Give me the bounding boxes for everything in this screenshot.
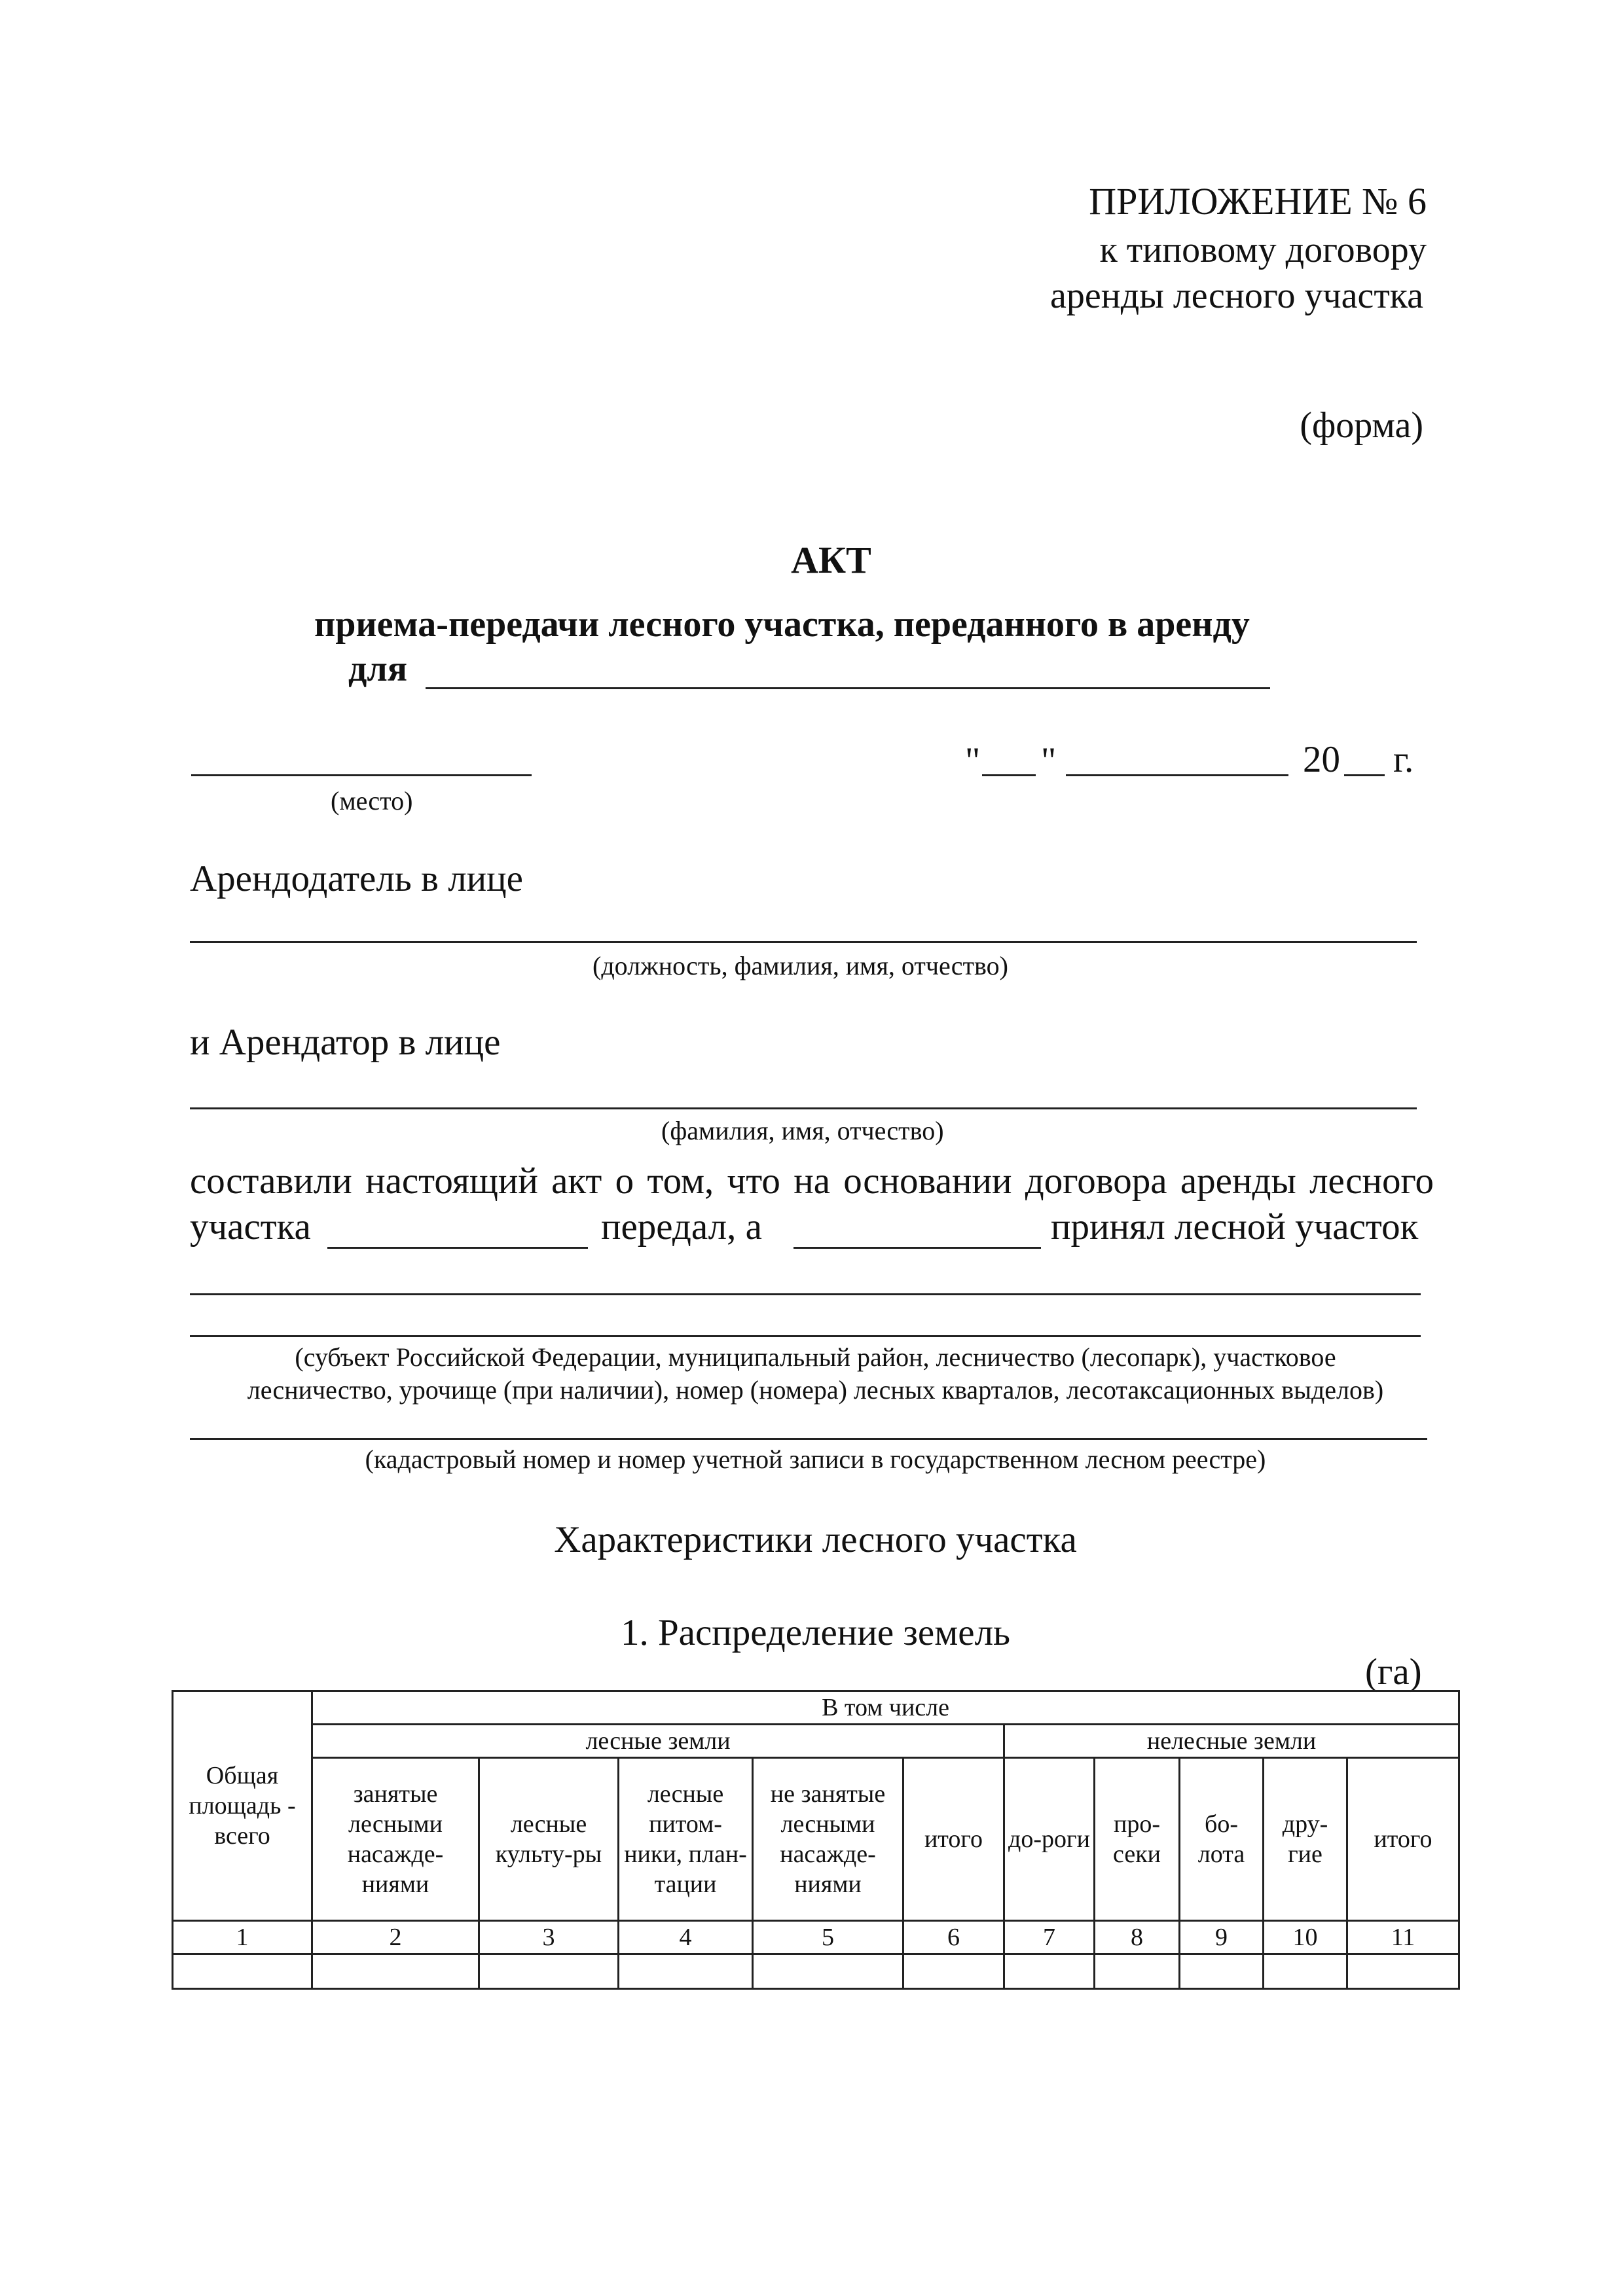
header-forest-nurseries: лесные питом-ники, план-тации — [619, 1758, 753, 1921]
data-cell[interactable] — [753, 1954, 903, 1989]
place-caption: (место) — [331, 786, 413, 816]
lessee-blank-line[interactable] — [190, 1107, 1417, 1109]
cadastral-blank-line[interactable] — [190, 1438, 1427, 1440]
column-number: 6 — [903, 1921, 1004, 1954]
data-cell[interactable] — [1095, 1954, 1180, 1989]
table-row — [173, 1921, 1459, 1954]
appendix-line-3: аренды лесного участка — [1050, 276, 1423, 316]
location-caption-line-2: лесничество, урочище (при наличии), номер (номера) лесных кварталов, лесотаксационных выделов) — [247, 1375, 1384, 1405]
header-clearings: про-секи — [1095, 1758, 1180, 1921]
date-year-suffix: г. — [1393, 739, 1414, 780]
location-blank-line-2[interactable] — [190, 1335, 1421, 1337]
column-number: 7 — [1004, 1921, 1095, 1954]
column-number: 4 — [619, 1921, 753, 1954]
data-cell[interactable] — [1004, 1954, 1095, 1989]
statement-line-1: составили настоящий акт о том, что на основании договора аренды лесного — [190, 1160, 1434, 1202]
date-year-blank[interactable] — [1344, 774, 1385, 776]
header-forest-total: итого — [903, 1758, 1004, 1921]
location-blank-line-1[interactable] — [190, 1293, 1421, 1295]
data-cell[interactable] — [1264, 1954, 1347, 1989]
location-caption-line-1: (субъект Российской Федерации, муниципальный район, лесничество (лесопарк), участковое — [295, 1342, 1336, 1372]
date-day-blank[interactable] — [982, 774, 1036, 776]
unit-label: (га) — [1365, 1651, 1422, 1693]
data-cell[interactable] — [479, 1954, 619, 1989]
lessee-caption: (фамилия, имя, отчество) — [661, 1116, 944, 1145]
for-label: для — [348, 649, 408, 689]
column-number: 9 — [1180, 1921, 1264, 1954]
header-occupied-by-plantations: занятые лесными насажде-ниями — [312, 1758, 479, 1921]
column-number: 1 — [173, 1921, 312, 1954]
header-not-occupied: не занятые лесными насажде-ниями — [753, 1758, 903, 1921]
for-blank-line[interactable] — [426, 687, 1270, 689]
data-cell[interactable] — [619, 1954, 753, 1989]
data-cell[interactable] — [312, 1954, 479, 1989]
header-nonforest-total: итого — [1347, 1758, 1459, 1921]
header-nonforest-lands: нелесные земли — [1004, 1725, 1459, 1758]
column-number: 3 — [479, 1921, 619, 1954]
table-row — [173, 1954, 1459, 1989]
lessor-blank-line[interactable] — [190, 941, 1417, 943]
document-title: АКТ — [791, 539, 871, 581]
statement-word-plot: участка — [190, 1206, 311, 1247]
date-year-prefix: 20 — [1303, 739, 1340, 780]
header-forest-lands: лесные земли — [312, 1725, 1004, 1758]
header-other: дру-гие — [1264, 1758, 1347, 1921]
form-note: (форма) — [1300, 405, 1423, 446]
header-forest-cultures: лесные культу-ры — [479, 1758, 619, 1921]
document-subtitle: приема-передачи лесного участка, переданного в аренду — [314, 604, 1250, 645]
land-distribution-table — [172, 1690, 1460, 1990]
section-subheading: 1. Распределение земель — [620, 1612, 1011, 1653]
statement-word-transferred: передал, а — [601, 1206, 762, 1247]
appendix-number: ПРИЛОЖЕНИЕ № 6 — [1089, 180, 1427, 223]
column-number: 5 — [753, 1921, 903, 1954]
header-roads: до-роги — [1004, 1758, 1095, 1921]
statement-word-accepted: принял лесной участок — [1051, 1206, 1419, 1247]
cadastral-caption: (кадастровый номер и номер учетной записи в государственном лесном реестре) — [365, 1444, 1266, 1474]
header-swamps: бо-лота — [1180, 1758, 1264, 1921]
section-heading: Характеристики лесного участка — [554, 1519, 1077, 1560]
date-month-blank[interactable] — [1066, 774, 1288, 776]
date-quote-open: " — [965, 740, 981, 781]
lessee-name-blank[interactable] — [793, 1247, 1041, 1249]
date-quote-close: " — [1041, 740, 1057, 781]
lessor-caption: (должность, фамилия, имя, отчество) — [593, 951, 1008, 980]
data-cell[interactable] — [903, 1954, 1004, 1989]
data-cell[interactable] — [173, 1954, 312, 1989]
column-number: 8 — [1095, 1921, 1180, 1954]
column-number: 2 — [312, 1921, 479, 1954]
data-cell[interactable] — [1180, 1954, 1264, 1989]
lessee-label: и Арендатор в лице — [190, 1022, 501, 1063]
column-number: 11 — [1347, 1921, 1459, 1954]
appendix-line-2: к типовому договору — [1099, 230, 1427, 270]
header-total-area: Общая площадь - всего — [173, 1691, 312, 1921]
data-cell[interactable] — [1347, 1954, 1459, 1989]
column-number: 10 — [1264, 1921, 1347, 1954]
lessor-name-blank[interactable] — [327, 1247, 588, 1249]
header-including: В том числе — [312, 1691, 1459, 1725]
lessor-label: Арендодатель в лице — [190, 858, 523, 899]
place-blank-line[interactable] — [191, 774, 532, 776]
